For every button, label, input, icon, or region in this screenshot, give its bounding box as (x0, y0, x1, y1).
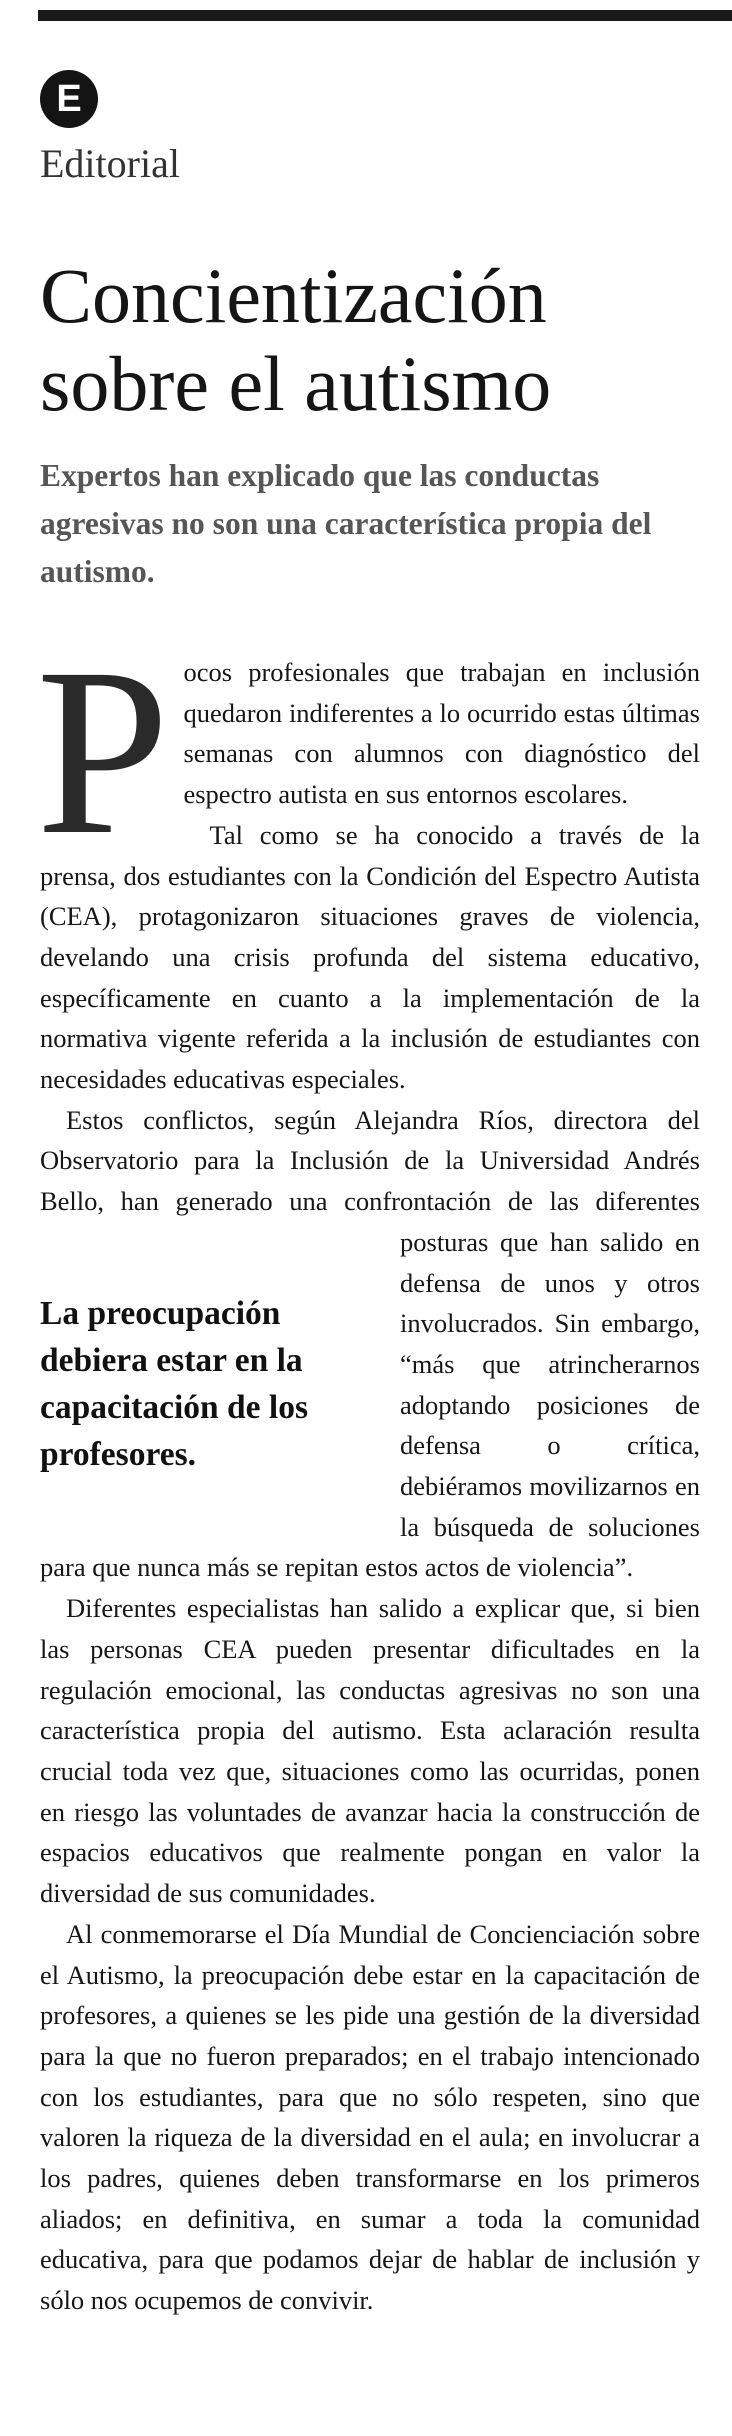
pull-quote-text: La preocupación debiera estar en la capacitación de los profesores. (40, 1295, 308, 1473)
section-label: Editorial (40, 141, 180, 186)
top-rule (38, 10, 732, 21)
paragraph-5: Al conmemorarse el Día Mundial de Concienciación sobre el Autismo, la preocupación debe estar en la capacitación de profesores, a quienes se les pide una gestión de la diversidad para la que no fueron preparados; en el trabajo intencionado con los estudiantes, para que no sólo respeten, sino que valoren la riqueza de la diversidad en el aula; en involucrar a los padres, quienes deben transformarse en los primeros aliados; en definitiva, en sumar a toda la comunidad educativa, para que podamos dejar de hablar de inclusión y sólo nos ocupemos de convivir. (40, 1918, 700, 2316)
paragraph-3: Estos conflictos, según Alejandra Ríos, directora del Observatorio para la Inclusión de la Universidad Andrés Bello, han generado una confrontación de las diferentes posturas que han salido en defensa de unos y otros involucrados. Sin embargo, “más que atrincherarnos adoptando posiciones de defensa o crítica, debiéramos movilizarnos en la búsqueda de soluciones para que nunca más se repitan estos actos de violencia”. (40, 1104, 700, 1583)
pull-quote (40, 1262, 386, 1520)
deck-subtitle: Expertos han explicado que las conductas agresivas no son una característica propia del autismo. (40, 458, 652, 589)
article-body (36, 618, 700, 2321)
paragraph-2: Tal como se ha conocido a través de la prensa, dos estudiantes con la Condición del Espectro Autista (CEA), protagonizaron situaciones graves de violencia, develando una crisis profunda del sistema educativo, específicamente en cuanto a la implementación de la normativa vigente referida a la inclusión de estudiantes con necesidades educativas especiales. (40, 819, 700, 1095)
drop-cap: P (36, 618, 170, 884)
paragraph-1: ocos profesionales que trabajan en inclusión quedaron indiferentes a lo ocurrido estas últimas semanas con alumnos con diagnóstico del espectro autista en sus entornos escolares. (183, 657, 700, 810)
paragraph-4: Diferentes especialistas han salido a explicar que, si bien las personas CEA pueden presentar dificultades en la regulación emocional, las conductas agresivas no son una característica propia del autismo. Esta aclaración resulta crucial toda vez que, situaciones como las ocurridas, ponen en riesgo las voluntades de avanzar hacia la construcción de espacios educativos que realmente pongan en valor la diversidad de sus comunidades. (40, 1593, 700, 1909)
editorial-badge: E (40, 70, 98, 128)
headline: Concientización sobre el autismo (40, 252, 552, 427)
